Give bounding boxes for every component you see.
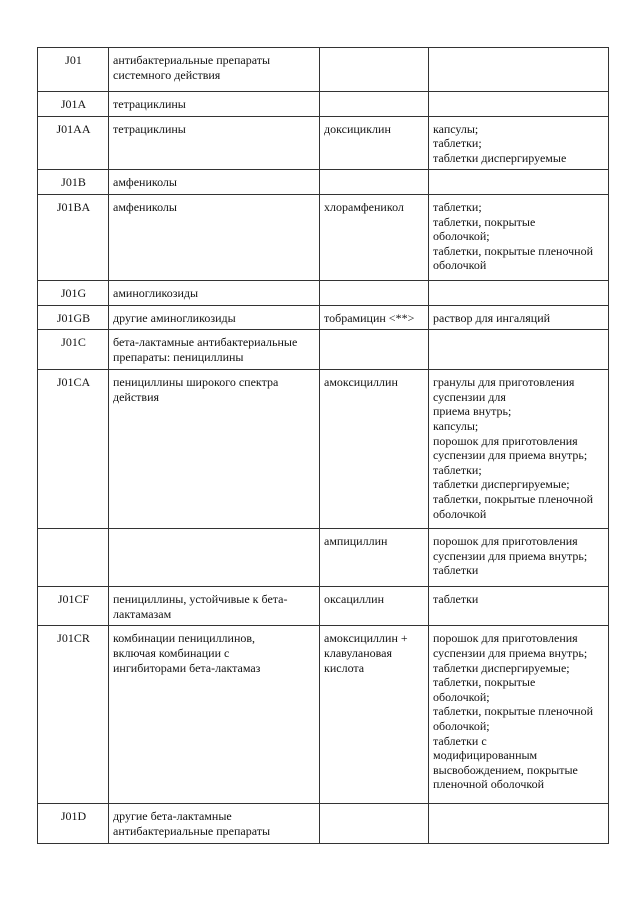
atc-code-cell: J01D (38, 804, 109, 844)
drug-name-cell (320, 48, 429, 92)
dosage-form-cell: порошок для приготовления суспензии для приема внутрь; таблетки (429, 529, 609, 587)
drug-name-cell: оксациллин (320, 587, 429, 626)
group-name-cell: антибактериальные препараты системного действия (109, 48, 320, 92)
atc-code-cell: J01G (38, 280, 109, 305)
group-name-cell: амфениколы (109, 194, 320, 280)
drug-name-cell: доксициклин (320, 116, 429, 170)
atc-code-cell: J01BA (38, 194, 109, 280)
table-row (38, 305, 609, 330)
table-row (38, 280, 609, 305)
atc-code-cell: J01AA (38, 116, 109, 170)
dosage-form-cell: таблетки (429, 587, 609, 626)
drug-name-cell (320, 330, 429, 370)
drug-name-cell (320, 280, 429, 305)
table-row (38, 116, 609, 170)
dosage-form-cell: порошок для приготовления суспензии для приема внутрь; таблетки диспергируемые; таблетки, покрытые оболочкой; таблетки, покрытые пленочной оболочкой; таблетки с модифицированным высвобождением, покрытые пленочной оболочкой (429, 626, 609, 804)
dosage-form-cell: раствор для ингаляций (429, 305, 609, 330)
dosage-form-cell (429, 48, 609, 92)
table-row (38, 587, 609, 626)
dosage-form-cell: гранулы для приготовления суспензии для приема внутрь; капсулы; порошок для приготовления суспензии для приема внутрь; таблетки; таблетки диспергируемые; таблетки, покрытые пленочной оболочкой (429, 370, 609, 529)
table-row (38, 92, 609, 117)
group-name-cell: тетрациклины (109, 92, 320, 117)
drug-name-cell: хлорамфеникол (320, 194, 429, 280)
atc-code-cell: J01 (38, 48, 109, 92)
group-name-cell: пенициллины широкого спектра действия (109, 370, 320, 529)
group-name-cell: бета-лактамные антибактериальные препараты: пенициллины (109, 330, 320, 370)
table-body (38, 48, 609, 844)
dosage-form-cell: капсулы; таблетки; таблетки диспергируемые (429, 116, 609, 170)
dosage-form-cell (429, 804, 609, 844)
table-row (38, 170, 609, 195)
dosage-form-cell (429, 170, 609, 195)
group-name-cell: аминогликозиды (109, 280, 320, 305)
dosage-form-cell (429, 330, 609, 370)
drug-name-cell: тобрамицин <**> (320, 305, 429, 330)
table-row (38, 804, 609, 844)
drug-name-cell: амоксициллин + клавулановая кислота (320, 626, 429, 804)
dosage-form-cell: таблетки; таблетки, покрытые оболочкой; таблетки, покрытые пленочной оболочкой (429, 194, 609, 280)
atc-code-cell: J01CF (38, 587, 109, 626)
atc-code-cell: J01C (38, 330, 109, 370)
atc-code-cell: J01A (38, 92, 109, 117)
group-name-cell: пенициллины, устойчивые к бета- лактамазам (109, 587, 320, 626)
group-name-cell: тетрациклины (109, 116, 320, 170)
dosage-form-cell (429, 280, 609, 305)
group-name-cell: амфениколы (109, 170, 320, 195)
group-name-cell (109, 529, 320, 587)
atc-code-cell: J01GB (38, 305, 109, 330)
table-row (38, 330, 609, 370)
atc-code-cell (38, 529, 109, 587)
table-row (38, 48, 609, 92)
dosage-form-cell (429, 92, 609, 117)
atc-code-cell: J01CA (38, 370, 109, 529)
drug-name-cell (320, 170, 429, 195)
table-row (38, 529, 609, 587)
drug-table (37, 47, 609, 844)
table-row (38, 370, 609, 529)
table-row (38, 626, 609, 804)
drug-name-cell (320, 804, 429, 844)
table-row (38, 194, 609, 280)
drug-name-cell: амоксициллин (320, 370, 429, 529)
group-name-cell: другие аминогликозиды (109, 305, 320, 330)
atc-code-cell: J01CR (38, 626, 109, 804)
drug-name-cell (320, 92, 429, 117)
group-name-cell: другие бета-лактамные антибактериальные препараты (109, 804, 320, 844)
atc-code-cell: J01B (38, 170, 109, 195)
group-name-cell: комбинации пенициллинов, включая комбинации с ингибиторами бета-лактамаз (109, 626, 320, 804)
drug-name-cell: ампициллин (320, 529, 429, 587)
